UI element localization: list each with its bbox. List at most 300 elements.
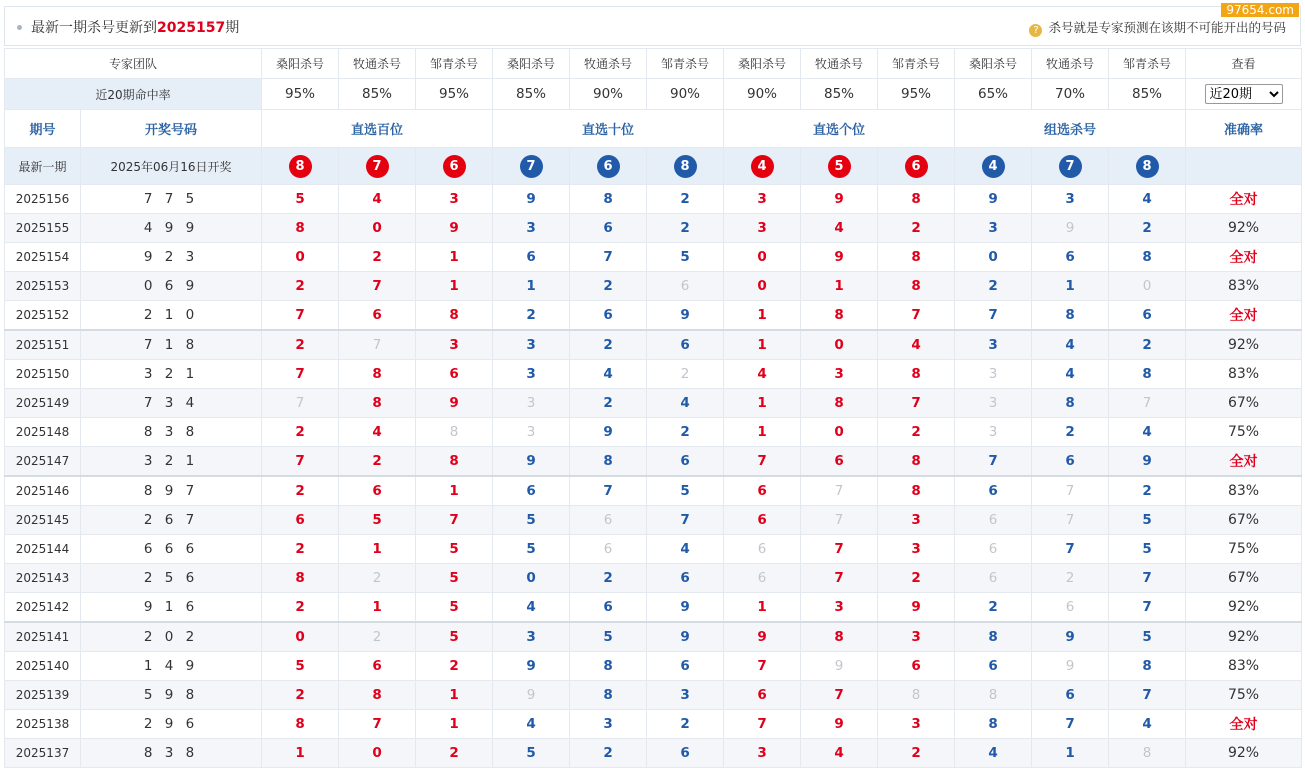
kill-number: 2 <box>955 272 1032 301</box>
kill-number-table <box>4 48 1302 768</box>
kill-number: 1 <box>416 243 493 272</box>
table-row <box>5 564 1302 593</box>
kill-number: 9 <box>1032 214 1109 243</box>
expert-name: 邹青杀号 <box>647 49 724 79</box>
draw-numbers: 8 3 8 <box>81 418 262 447</box>
kill-number: 8 <box>570 652 647 681</box>
expert-name: 桑阳杀号 <box>493 49 570 79</box>
draw-numbers: 9 1 6 <box>81 593 262 623</box>
kill-number: 6 <box>570 301 647 331</box>
kill-number: 3 <box>878 506 955 535</box>
kill-number: 6 <box>955 535 1032 564</box>
kill-number: 7 <box>801 506 878 535</box>
kill-number: 8 <box>416 447 493 477</box>
hit-rate: 70% <box>1032 79 1109 110</box>
update-text <box>31 17 239 37</box>
issue-number: 2025148 <box>5 418 81 447</box>
accuracy-value: 全对 <box>1186 243 1302 272</box>
kill-number: 0 <box>724 272 801 301</box>
kill-number: 2 <box>1109 476 1186 506</box>
kill-number: 5 <box>1109 506 1186 535</box>
accuracy-value: 67% <box>1186 564 1302 593</box>
table-row <box>5 447 1302 477</box>
accuracy-value: 75% <box>1186 535 1302 564</box>
kill-number: 2 <box>878 564 955 593</box>
kill-number: 3 <box>493 389 570 418</box>
accuracy-value: 75% <box>1186 681 1302 710</box>
kill-number: 8 <box>955 710 1032 739</box>
expert-name: 桑阳杀号 <box>724 49 801 79</box>
update-prefix: 最新一期杀号更新到 <box>31 20 157 36</box>
kill-number: 9 <box>801 652 878 681</box>
hit-rate: 90% <box>570 79 647 110</box>
kill-number: 9 <box>801 710 878 739</box>
draw-numbers: 8 3 8 <box>81 739 262 768</box>
kill-number: 8 <box>878 272 955 301</box>
kill-number: 2 <box>570 389 647 418</box>
kill-number: 0 <box>262 622 339 652</box>
kill-number: 4 <box>339 418 416 447</box>
kill-number: 2 <box>955 593 1032 623</box>
kill-number: 2 <box>262 476 339 506</box>
kill-number: 1 <box>339 535 416 564</box>
kill-number: 5 <box>1109 535 1186 564</box>
kill-number: 0 <box>801 418 878 447</box>
kill-number: 6 <box>647 330 724 360</box>
prediction-cell <box>955 148 1032 185</box>
kill-number: 7 <box>1032 535 1109 564</box>
accuracy-value: 92% <box>1186 214 1302 243</box>
prediction-cell <box>416 148 493 185</box>
draw-numbers: 9 2 3 <box>81 243 262 272</box>
kill-number: 3 <box>493 418 570 447</box>
table-row <box>5 272 1302 301</box>
prediction-cell <box>339 148 416 185</box>
kill-number: 2 <box>1109 330 1186 360</box>
draw-numbers: 0 6 9 <box>81 272 262 301</box>
kill-number: 3 <box>724 214 801 243</box>
accuracy-value: 83% <box>1186 652 1302 681</box>
kill-number: 2 <box>570 272 647 301</box>
group-hundreds-header: 直选百位 <box>262 110 493 148</box>
accuracy-value: 92% <box>1186 593 1302 623</box>
kill-number: 7 <box>262 447 339 477</box>
kill-number: 6 <box>878 652 955 681</box>
update-bar <box>4 6 1301 46</box>
kill-number: 4 <box>570 360 647 389</box>
table-row <box>5 360 1302 389</box>
kill-number: 6 <box>647 564 724 593</box>
issue-number: 2025155 <box>5 214 81 243</box>
kill-number: 5 <box>416 535 493 564</box>
kill-number: 6 <box>724 506 801 535</box>
kill-number: 1 <box>724 418 801 447</box>
kill-number: 3 <box>570 710 647 739</box>
watermark: 97654.com <box>1221 3 1299 17</box>
kill-number: 7 <box>1032 506 1109 535</box>
draw-numbers: 3 2 1 <box>81 447 262 477</box>
kill-number: 1 <box>416 681 493 710</box>
kill-number: 5 <box>416 593 493 623</box>
kill-number: 3 <box>493 622 570 652</box>
kill-number: 7 <box>1109 593 1186 623</box>
kill-number: 6 <box>262 506 339 535</box>
kill-number: 2 <box>570 564 647 593</box>
kill-number: 0 <box>262 243 339 272</box>
issue-number: 2025139 <box>5 681 81 710</box>
accuracy-value: 67% <box>1186 389 1302 418</box>
table-row <box>5 739 1302 768</box>
kill-number: 6 <box>493 243 570 272</box>
kill-number: 1 <box>493 272 570 301</box>
bullet-icon <box>17 25 22 30</box>
draw-numbers: 3 2 1 <box>81 360 262 389</box>
kill-number: 8 <box>570 185 647 214</box>
kill-number: 8 <box>878 476 955 506</box>
kill-number: 4 <box>1032 330 1109 360</box>
kill-number: 8 <box>1109 360 1186 389</box>
kill-number: 4 <box>955 739 1032 768</box>
hit-rate: 95% <box>878 79 955 110</box>
kill-number: 4 <box>1109 418 1186 447</box>
kill-number: 2 <box>878 214 955 243</box>
kill-number: 0 <box>1109 272 1186 301</box>
prediction-ball: 8 <box>289 155 312 178</box>
kill-number: 3 <box>955 389 1032 418</box>
kill-number: 8 <box>1109 739 1186 768</box>
kill-number: 0 <box>339 214 416 243</box>
kill-number: 7 <box>416 506 493 535</box>
kill-number: 8 <box>339 389 416 418</box>
kill-number: 6 <box>493 476 570 506</box>
kill-number: 8 <box>416 418 493 447</box>
draw-numbers: 2 1 0 <box>81 301 262 331</box>
expert-name: 桑阳杀号 <box>955 49 1032 79</box>
kill-number: 3 <box>801 360 878 389</box>
kill-number: 8 <box>262 564 339 593</box>
draw-numbers: 1 4 9 <box>81 652 262 681</box>
kill-number: 6 <box>570 535 647 564</box>
kill-number: 3 <box>878 622 955 652</box>
kill-number: 7 <box>801 564 878 593</box>
kill-number: 6 <box>339 652 416 681</box>
history-rows <box>5 185 1302 768</box>
kill-number: 7 <box>801 476 878 506</box>
latest-issue-row <box>5 148 1302 185</box>
latest-draw-date: 2025年06月16日开奖 <box>81 148 262 185</box>
kill-number: 4 <box>1109 710 1186 739</box>
kill-number: 1 <box>724 330 801 360</box>
draw-numbers: 7 1 8 <box>81 330 262 360</box>
prediction-ball: 7 <box>366 155 389 178</box>
kill-number: 2 <box>262 681 339 710</box>
kill-number: 7 <box>1109 564 1186 593</box>
issue-number: 2025137 <box>5 739 81 768</box>
kill-number: 6 <box>570 506 647 535</box>
expert-name: 牧通杀号 <box>339 49 416 79</box>
kill-number: 5 <box>647 476 724 506</box>
kill-number: 6 <box>801 447 878 477</box>
kill-number: 2 <box>339 564 416 593</box>
accuracy-value: 67% <box>1186 506 1302 535</box>
kill-number: 7 <box>339 330 416 360</box>
kill-number: 8 <box>878 185 955 214</box>
kill-number: 6 <box>339 476 416 506</box>
period-range-select[interactable] <box>1205 84 1283 104</box>
expert-name: 牧通杀号 <box>1032 49 1109 79</box>
kill-number: 1 <box>1032 739 1109 768</box>
expert-name: 邹青杀号 <box>416 49 493 79</box>
draw-numbers: 7 7 5 <box>81 185 262 214</box>
kill-number: 4 <box>339 185 416 214</box>
kill-number: 2 <box>262 330 339 360</box>
kill-number: 4 <box>1109 185 1186 214</box>
kill-number: 2 <box>647 418 724 447</box>
kill-number: 3 <box>878 710 955 739</box>
expert-name: 牧通杀号 <box>801 49 878 79</box>
kill-number: 6 <box>570 593 647 623</box>
accuracy-value: 92% <box>1186 739 1302 768</box>
kill-number: 0 <box>724 243 801 272</box>
prediction-ball: 6 <box>443 155 466 178</box>
kill-number: 0 <box>801 330 878 360</box>
period-select-cell <box>1186 79 1302 110</box>
team-label: 专家团队 <box>5 49 262 79</box>
table-row <box>5 214 1302 243</box>
kill-number: 0 <box>339 739 416 768</box>
kill-number: 3 <box>1032 185 1109 214</box>
kill-number: 6 <box>647 272 724 301</box>
kill-number: 3 <box>955 330 1032 360</box>
prediction-cell <box>878 148 955 185</box>
issue-number: 2025141 <box>5 622 81 652</box>
kill-number: 9 <box>493 681 570 710</box>
kill-number: 5 <box>493 506 570 535</box>
kill-number: 6 <box>647 739 724 768</box>
kill-number: 3 <box>416 330 493 360</box>
issue-number: 2025154 <box>5 243 81 272</box>
accuracy-value: 92% <box>1186 330 1302 360</box>
hit-rate: 95% <box>262 79 339 110</box>
kill-number: 7 <box>724 652 801 681</box>
expert-name: 邹青杀号 <box>878 49 955 79</box>
issue-number: 2025156 <box>5 185 81 214</box>
draw-numbers: 2 5 6 <box>81 564 262 593</box>
kill-number: 9 <box>1109 447 1186 477</box>
kill-number: 2 <box>416 652 493 681</box>
kill-number: 3 <box>955 418 1032 447</box>
kill-number: 2 <box>493 301 570 331</box>
kill-number: 3 <box>955 214 1032 243</box>
kill-number: 8 <box>1032 301 1109 331</box>
kill-number: 3 <box>416 185 493 214</box>
kill-number: 8 <box>570 681 647 710</box>
kill-number: 8 <box>1109 243 1186 272</box>
issue-number: 2025143 <box>5 564 81 593</box>
kill-number: 6 <box>955 506 1032 535</box>
kill-number: 8 <box>262 214 339 243</box>
kill-number: 4 <box>1032 360 1109 389</box>
kill-number: 3 <box>955 360 1032 389</box>
kill-number: 8 <box>878 447 955 477</box>
latest-label: 最新一期 <box>5 148 81 185</box>
kill-number: 9 <box>955 185 1032 214</box>
kill-number: 6 <box>724 681 801 710</box>
prediction-ball: 6 <box>905 155 928 178</box>
kill-note-text: 杀号就是专家预测在该期不可能开出的号码 <box>1048 20 1286 35</box>
issue-number: 2025138 <box>5 710 81 739</box>
kill-number: 7 <box>955 447 1032 477</box>
table-row <box>5 506 1302 535</box>
kill-number: 2 <box>262 535 339 564</box>
expert-row <box>5 49 1302 79</box>
expert-name: 牧通杀号 <box>570 49 647 79</box>
issue-number: 2025153 <box>5 272 81 301</box>
accuracy-value: 83% <box>1186 272 1302 301</box>
kill-number: 2 <box>262 418 339 447</box>
kill-number: 3 <box>801 593 878 623</box>
kill-number: 2 <box>262 272 339 301</box>
table-row <box>5 418 1302 447</box>
kill-number: 1 <box>801 272 878 301</box>
hit-rate-row <box>5 79 1302 110</box>
kill-number: 7 <box>570 243 647 272</box>
kill-number: 6 <box>724 535 801 564</box>
kill-number: 7 <box>262 301 339 331</box>
kill-number: 6 <box>1032 681 1109 710</box>
kill-number: 5 <box>416 622 493 652</box>
question-circle-icon: ? <box>1029 24 1042 37</box>
kill-number: 5 <box>570 622 647 652</box>
accuracy-value: 全对 <box>1186 185 1302 214</box>
kill-number: 2 <box>878 739 955 768</box>
kill-number: 3 <box>724 185 801 214</box>
kill-number: 9 <box>416 389 493 418</box>
kill-number: 5 <box>647 243 724 272</box>
kill-number: 6 <box>1032 593 1109 623</box>
kill-number: 7 <box>724 710 801 739</box>
accuracy-value: 83% <box>1186 476 1302 506</box>
accuracy-value: 全对 <box>1186 301 1302 331</box>
issue-number: 2025150 <box>5 360 81 389</box>
prediction-cell <box>570 148 647 185</box>
kill-number: 6 <box>1032 447 1109 477</box>
kill-number: 6 <box>724 476 801 506</box>
prediction-ball: 7 <box>520 155 543 178</box>
kill-number: 4 <box>493 710 570 739</box>
kill-number: 8 <box>878 360 955 389</box>
kill-number: 9 <box>416 214 493 243</box>
kill-number: 5 <box>493 535 570 564</box>
kill-number: 7 <box>1109 389 1186 418</box>
kill-number: 5 <box>416 564 493 593</box>
kill-number: 4 <box>647 389 724 418</box>
prediction-cell <box>724 148 801 185</box>
kill-number: 5 <box>262 652 339 681</box>
kill-number: 7 <box>262 389 339 418</box>
kill-number: 1 <box>724 593 801 623</box>
hit-rate: 85% <box>339 79 416 110</box>
kill-number: 2 <box>339 447 416 477</box>
issue-number: 2025140 <box>5 652 81 681</box>
draw-numbers: 2 9 6 <box>81 710 262 739</box>
kill-number: 5 <box>493 739 570 768</box>
kill-number: 6 <box>339 301 416 331</box>
kill-number: 1 <box>724 389 801 418</box>
kill-number: 2 <box>339 622 416 652</box>
kill-number: 2 <box>647 360 724 389</box>
kill-number: 1 <box>416 272 493 301</box>
kill-number: 3 <box>493 330 570 360</box>
kill-number: 4 <box>801 214 878 243</box>
kill-number: 8 <box>262 710 339 739</box>
draw-numbers: 2 0 2 <box>81 622 262 652</box>
kill-number: 7 <box>339 710 416 739</box>
kill-number: 4 <box>801 739 878 768</box>
hit-rate: 65% <box>955 79 1032 110</box>
update-suffix: 期 <box>225 20 240 36</box>
accuracy-value: 全对 <box>1186 710 1302 739</box>
kill-number: 4 <box>878 330 955 360</box>
table-row <box>5 652 1302 681</box>
kill-number: 8 <box>801 389 878 418</box>
draw-numbers: 8 9 7 <box>81 476 262 506</box>
hit-rate: 90% <box>647 79 724 110</box>
draw-numbers: 4 9 9 <box>81 214 262 243</box>
col-draw-header: 开奖号码 <box>81 110 262 148</box>
issue-number: 2025151 <box>5 330 81 360</box>
kill-number: 7 <box>801 535 878 564</box>
kill-number: 6 <box>647 447 724 477</box>
kill-number: 7 <box>724 447 801 477</box>
hit-rate: 85% <box>1109 79 1186 110</box>
accuracy-value: 75% <box>1186 418 1302 447</box>
prediction-ball: 4 <box>982 155 1005 178</box>
accuracy-value: 全对 <box>1186 447 1302 477</box>
kill-number: 1 <box>724 301 801 331</box>
kill-number: 2 <box>570 739 647 768</box>
hit-rate-label: 近20期命中率 <box>5 79 262 110</box>
latest-accuracy-empty <box>1186 148 1302 185</box>
expert-name: 邹青杀号 <box>1109 49 1186 79</box>
draw-numbers: 7 3 4 <box>81 389 262 418</box>
prediction-cell <box>801 148 878 185</box>
hit-rate: 85% <box>493 79 570 110</box>
kill-number: 9 <box>1032 652 1109 681</box>
issue-number: 2025145 <box>5 506 81 535</box>
draw-numbers: 5 9 8 <box>81 681 262 710</box>
kill-number: 7 <box>955 301 1032 331</box>
kill-number: 0 <box>493 564 570 593</box>
kill-number: 8 <box>878 243 955 272</box>
kill-number: 7 <box>1032 476 1109 506</box>
kill-number: 9 <box>1032 622 1109 652</box>
prediction-ball: 7 <box>1059 155 1082 178</box>
table-row <box>5 476 1302 506</box>
kill-number: 1 <box>262 739 339 768</box>
issue-number: 2025147 <box>5 447 81 477</box>
kill-number: 6 <box>955 564 1032 593</box>
kill-number: 6 <box>955 476 1032 506</box>
kill-number: 2 <box>1109 214 1186 243</box>
kill-number: 2 <box>878 418 955 447</box>
kill-number: 8 <box>955 622 1032 652</box>
kill-number: 8 <box>339 681 416 710</box>
prediction-cell <box>493 148 570 185</box>
col-issue-header: 期号 <box>5 110 81 148</box>
kill-number: 6 <box>1032 243 1109 272</box>
kill-number: 9 <box>493 447 570 477</box>
